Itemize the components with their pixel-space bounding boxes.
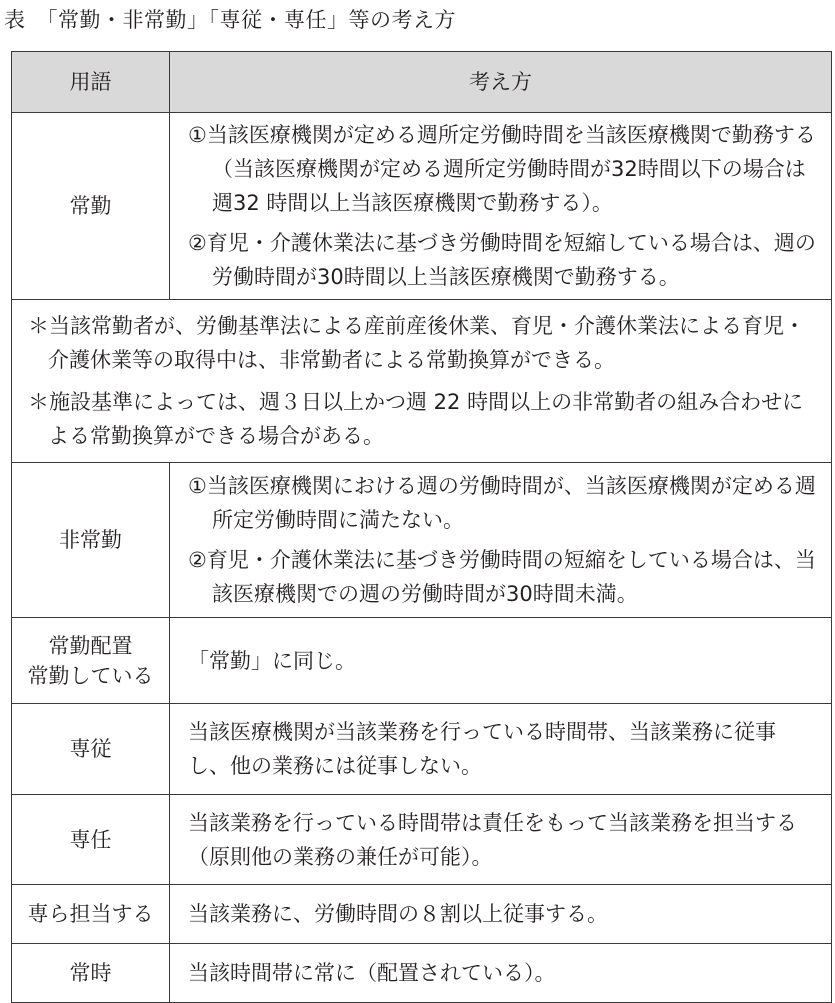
note-item: ＊当該常勤者が、労働基準法による産前産後休業、育児・介護休業法による育児・介護休業等の取得中は、非常勤者による常勤換算ができる。 — [28, 314, 805, 372]
table-title: 表 「常勤・非常勤」「専従・専任」等の考え方 — [4, 8, 456, 32]
desc-hijoukin — [170, 463, 832, 618]
table-row — [12, 618, 832, 704]
desc-senju — [170, 704, 832, 795]
desc-item: ②育児・介護休業法に基づき労働時間を短縮している場合は、週の労働時間が30時間以上当該医療機関で勤務する。 — [188, 231, 816, 289]
term-jouji: 常時 — [12, 944, 170, 1003]
term-moppara: 専ら担当する — [12, 885, 170, 944]
term-line: 常勤している — [27, 663, 154, 688]
term-sennin: 専任 — [12, 795, 170, 885]
term-hijoukin: 非常勤 — [12, 463, 170, 618]
desc-joukin — [170, 113, 832, 300]
table-row — [12, 885, 832, 944]
header-term: 用語 — [12, 52, 170, 113]
term-haichi — [12, 618, 170, 704]
notes-row — [12, 300, 832, 463]
terms-table — [11, 51, 832, 1003]
desc-item: ①当該医療機関における週の労働時間が、当該医療機関が定める週所定労働時間に満たない。 — [188, 474, 816, 532]
table-row — [12, 944, 832, 1003]
desc-text: 当該医療機関が当該業務を行っている時間帯、当該業務に従事し、他の業務には従事しない。 — [188, 720, 776, 778]
desc-jouji — [170, 944, 832, 1003]
desc-item: ②育児・介護休業法に基づき労働時間の短縮をしている場合は、当該医療機関での週の労働時間が30時間未満。 — [188, 548, 816, 606]
desc-moppara — [170, 885, 832, 944]
note-item: ＊施設基準によっては、週３日以上かつ週 22 時間以上の非常勤者の組み合わせによる常勤換算ができる場合がある。 — [28, 390, 804, 448]
header-desc: 考え方 — [170, 52, 832, 113]
term-joukin: 常勤 — [12, 113, 170, 300]
header-row — [12, 52, 832, 113]
desc-text: 当該時間帯に常に（配置されている）。 — [188, 961, 556, 985]
term-senju: 専従 — [12, 704, 170, 795]
desc-text: 当該業務に、労働時間の８割以上従事する。 — [188, 902, 608, 926]
desc-sennin — [170, 795, 832, 885]
table-row — [12, 113, 832, 300]
notes-cell — [12, 300, 832, 463]
desc-item: ①当該医療機関が定める週所定労働時間を当該医療機関で勤務する（当該医療機関が定める週所定労働時間が32時間以下の場合は週32 時間以上当該医療機関で勤務する）。 — [188, 123, 816, 215]
desc-text: 「常勤」に同じ。 — [188, 648, 356, 673]
table-row — [12, 795, 832, 885]
table-row — [12, 704, 832, 795]
table-row — [12, 463, 832, 618]
desc-haichi — [170, 618, 832, 704]
desc-text: 当該業務を行っている時間帯は責任をもって当該業務を担当する（原則他の業務の兼任が可能）。 — [188, 810, 797, 869]
term-line: 常勤配置 — [48, 633, 133, 658]
